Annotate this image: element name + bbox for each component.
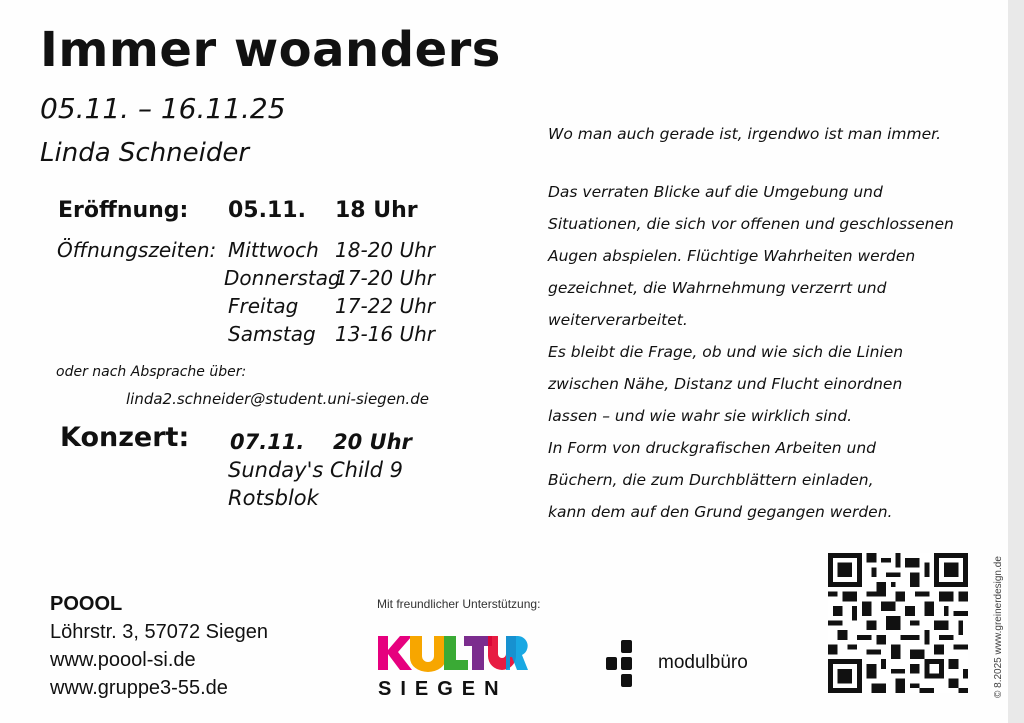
design-credit bbox=[990, 520, 1010, 700]
sponsor-label: Mit freundlicher Unterstützung: bbox=[377, 597, 541, 611]
modulbuero-icon bbox=[606, 640, 650, 688]
kultur-logo-icon bbox=[378, 632, 528, 674]
description-line: Das verraten Blicke auf die Umgebung und bbox=[548, 183, 883, 201]
hours-time: 18-20 Uhr bbox=[335, 238, 436, 262]
hours-day: Samstag bbox=[228, 322, 316, 346]
hours-label: Öffnungszeiten: bbox=[57, 238, 217, 262]
modulbuero-logo bbox=[606, 640, 748, 688]
hours-day: Donnerstag bbox=[224, 266, 341, 290]
qr-code-icon bbox=[828, 553, 968, 693]
venue-website[interactable]: www.gruppe3-55.de bbox=[50, 677, 228, 699]
description-line: lassen – und wie wahr sie wirklich sind. bbox=[548, 407, 853, 425]
concert-band: Rotsblok bbox=[228, 486, 319, 510]
qr-code[interactable] bbox=[828, 553, 968, 693]
description-line: In Form von druckgrafischen Arbeiten und bbox=[548, 439, 876, 457]
hours-time: 13-16 Uhr bbox=[335, 322, 436, 346]
description-line: Augen abspielen. Flüchtige Wahrheiten werden bbox=[548, 247, 916, 265]
venue-name: POOOL bbox=[50, 593, 123, 615]
venue-address: Löhrstr. 3, 57072 Siegen bbox=[50, 621, 268, 643]
page-edge bbox=[1008, 0, 1024, 723]
hours-day: Freitag bbox=[228, 294, 299, 318]
description-line: kann dem auf den Grund gegangen werden. bbox=[548, 503, 893, 521]
opening-date: 05.11. bbox=[228, 198, 306, 223]
description-line: zwischen Nähe, Distanz und Flucht einordnen bbox=[548, 375, 903, 393]
concert-band: Sunday's Child 9 bbox=[228, 458, 403, 482]
exhibition-description bbox=[548, 118, 978, 528]
exhibition-title: Immer woanders bbox=[40, 22, 501, 78]
kultur-siegen-logo bbox=[378, 632, 528, 700]
concert-date: 07.11. bbox=[230, 430, 305, 454]
hours-time: 17-20 Uhr bbox=[335, 266, 436, 290]
appointment-note: oder nach Absprache über: bbox=[56, 364, 247, 380]
contact-email[interactable]: linda2.schneider@student.uni-siegen.de bbox=[126, 390, 429, 408]
venue-info bbox=[50, 590, 268, 702]
concert-time: 20 Uhr bbox=[333, 430, 412, 454]
kultur-siegen-word: SIEGEN bbox=[378, 678, 508, 700]
design-credit-text: © 8.2025 www.greinerdesign.de bbox=[993, 556, 1004, 698]
description-line: weiterverarbeitet. bbox=[548, 311, 688, 329]
description-line: gezeichnet, die Wahrnehmung verzerrt und bbox=[548, 279, 887, 297]
venue-website[interactable]: www.poool-si.de bbox=[50, 649, 196, 671]
exhibition-dates: 05.11. – 16.11.25 bbox=[40, 92, 286, 125]
description-line: Büchern, die zum Durchblättern einladen, bbox=[548, 471, 874, 489]
concert-label: Konzert: bbox=[60, 422, 190, 453]
description-lead: Wo man auch gerade ist, irgendwo ist man immer. bbox=[548, 125, 941, 143]
hours-day: Mittwoch bbox=[228, 238, 319, 262]
description-line: Situationen, die sich vor offenen und geschlossenen bbox=[548, 215, 954, 233]
opening-time: 18 Uhr bbox=[335, 198, 418, 223]
opening-label: Eröffnung: bbox=[58, 198, 189, 223]
modulbuero-name: modulbüro bbox=[658, 652, 748, 673]
hours-time: 17-22 Uhr bbox=[335, 294, 436, 318]
description-line: Es bleibt die Frage, ob und wie sich die Linien bbox=[548, 343, 904, 361]
artist-name: Linda Schneider bbox=[40, 138, 250, 168]
